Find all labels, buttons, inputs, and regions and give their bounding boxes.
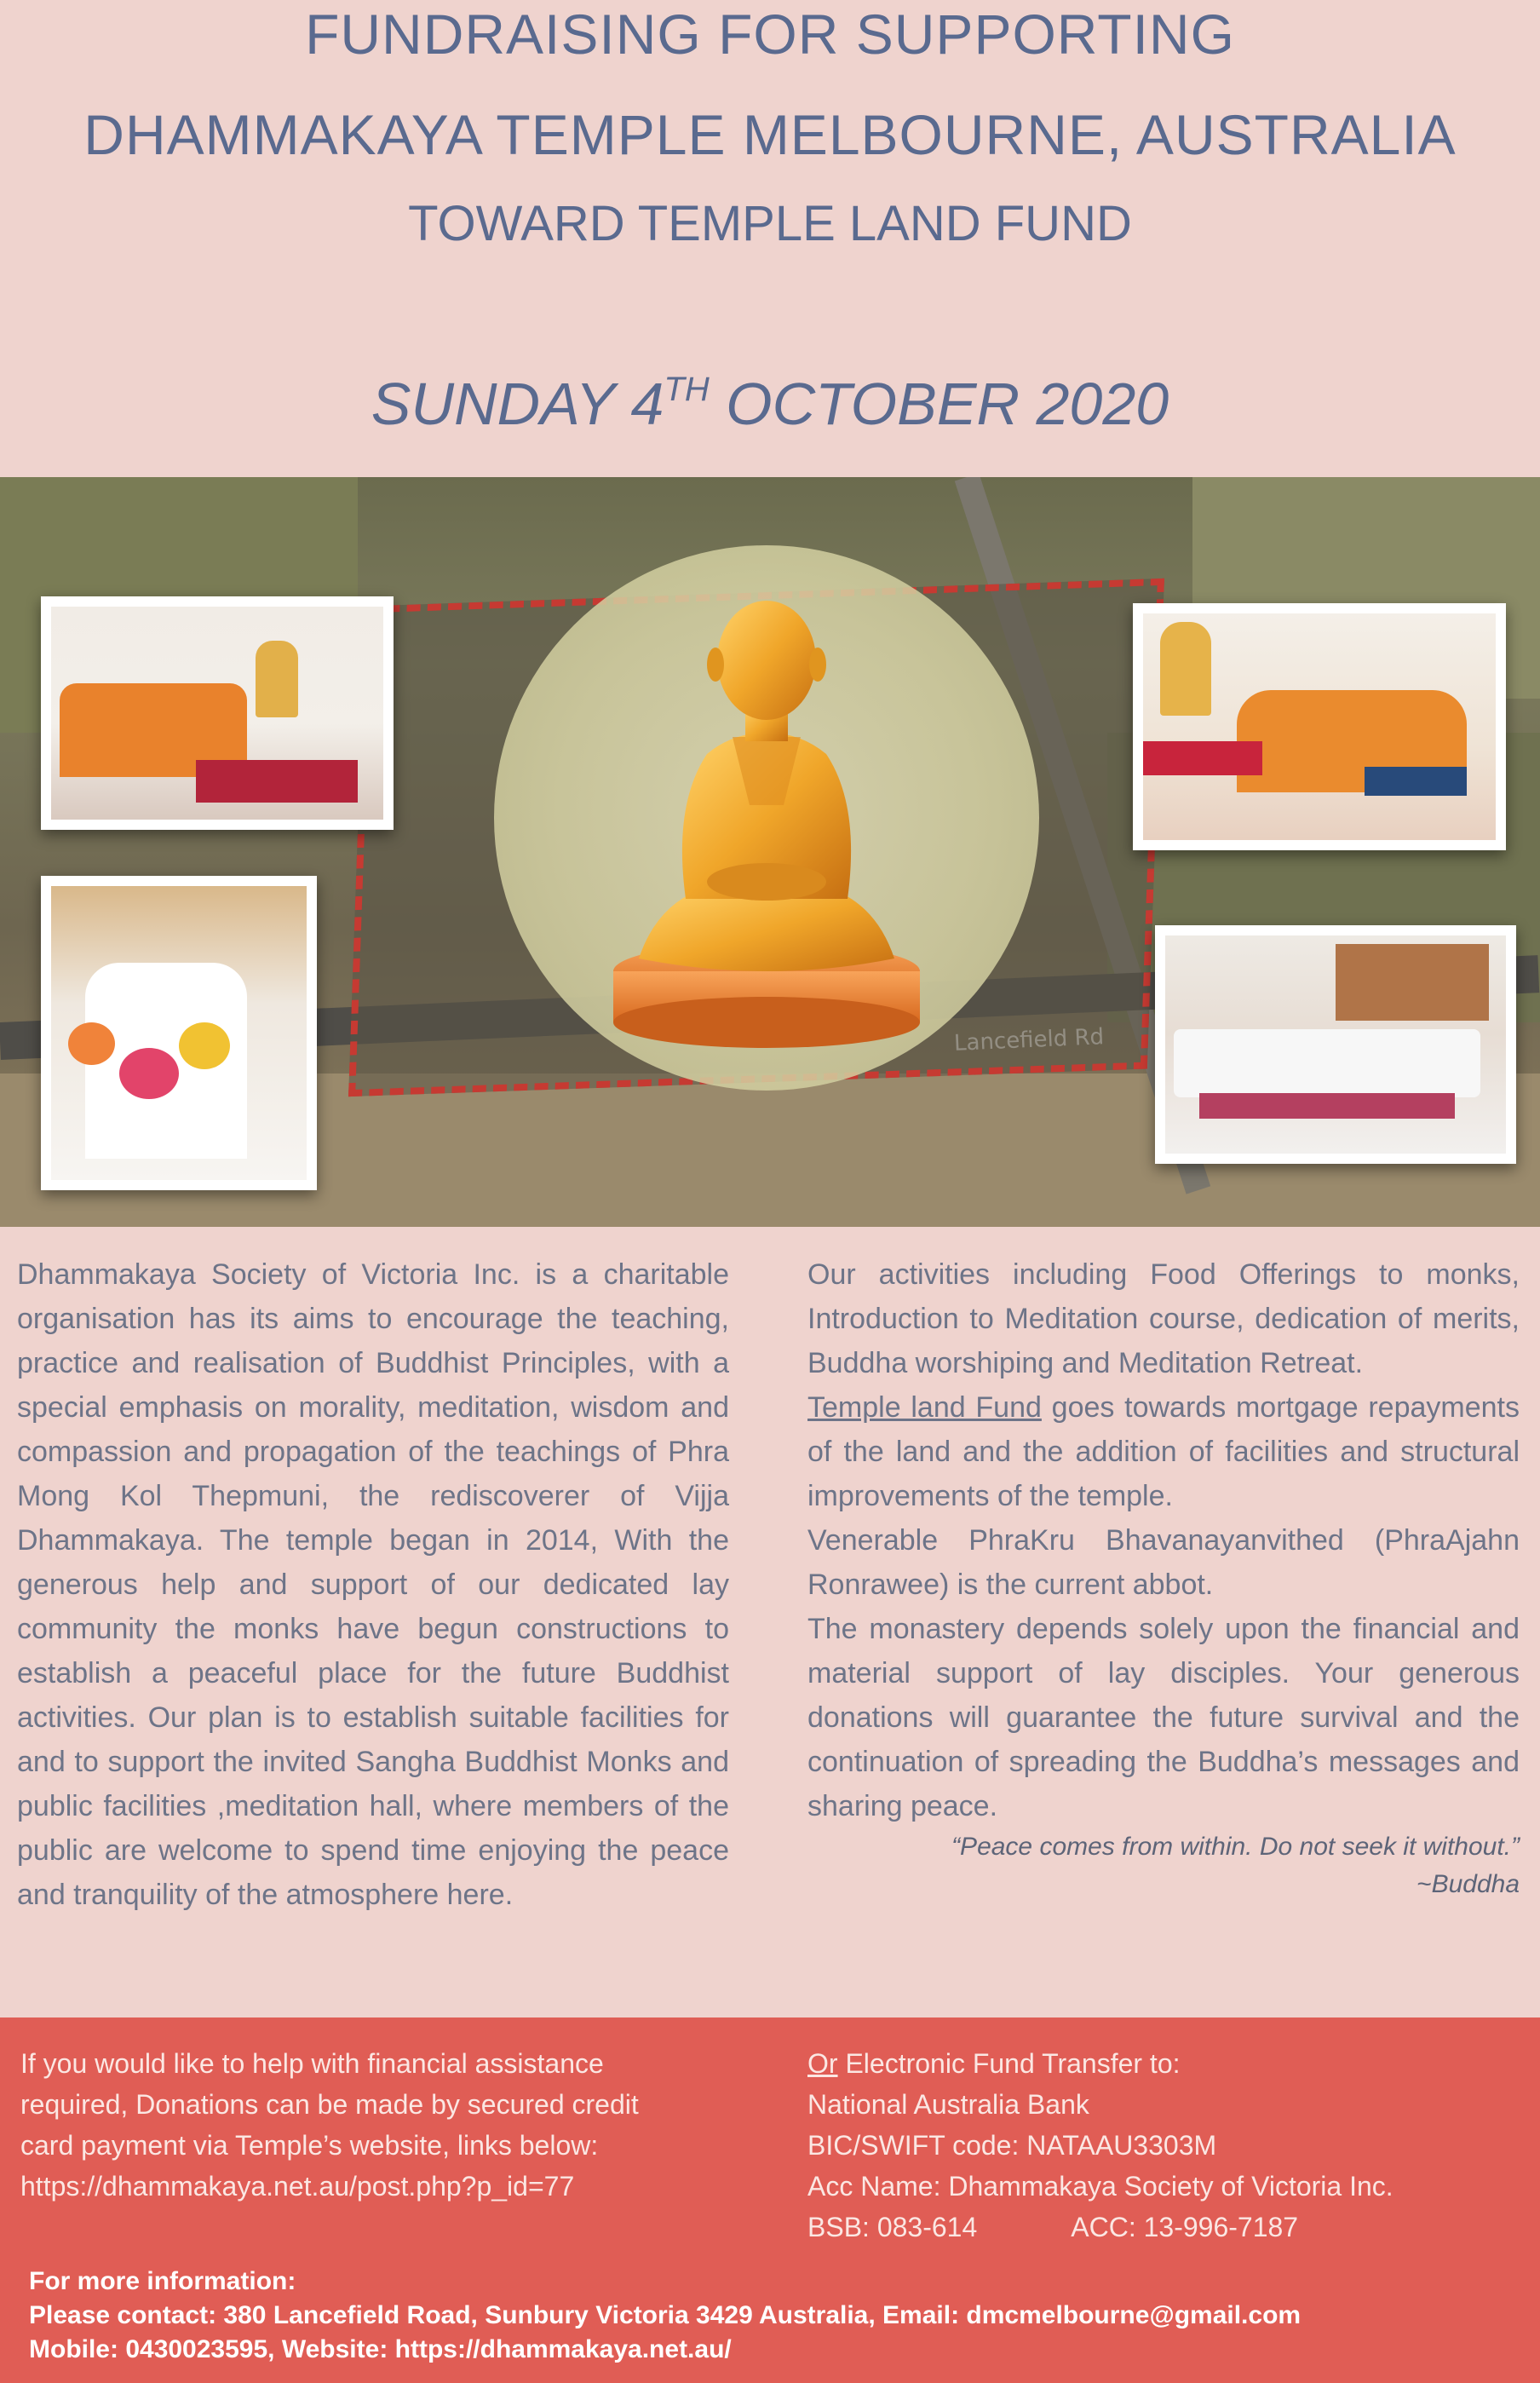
credit-card-info bbox=[20, 2043, 727, 2207]
abbot-paragraph: Venerable PhraKru Bhavanayanvithed (PhraAjahn Ronrawee) is the current abbot. bbox=[807, 1524, 1520, 1601]
header bbox=[0, 0, 1540, 477]
donation-link[interactable]: https://dhammakaya.net.au/post.php?p_id=77 bbox=[20, 2171, 575, 2202]
about-column bbox=[17, 1252, 729, 1917]
contact-info bbox=[29, 2265, 1528, 2367]
aerial-photo bbox=[0, 477, 1540, 1227]
date-suffix: OCTOBER 2020 bbox=[709, 371, 1169, 437]
land-fund-text: goes towards mortgage repayments of the land and the addition of facilities and structural improvements of the temple. bbox=[807, 1391, 1520, 1512]
donation-footer bbox=[0, 2017, 1540, 2383]
donation-line-3: card payment via Temple’s website, links below: bbox=[20, 2130, 599, 2161]
account-name: Acc Name: Dhammakaya Society of Victoria Inc. bbox=[807, 2171, 1393, 2202]
photo-monks-hall bbox=[41, 596, 394, 830]
or-label: Or bbox=[807, 2048, 838, 2079]
eft-heading bbox=[807, 2043, 1523, 2084]
activities-paragraph: Our activities including Food Offerings to monks, Introduction to Meditation course, dedication of merits, Buddha worshiping and Meditation Retreat. bbox=[807, 1258, 1520, 1379]
contact-mobile-website: Mobile: 0430023595, Website: https://dhammakaya.net.au/ bbox=[29, 2335, 732, 2363]
bank-transfer-info bbox=[807, 2043, 1523, 2248]
eft-label: Electronic Fund Transfer to: bbox=[837, 2048, 1181, 2079]
quote-author: ~Buddha bbox=[1416, 1870, 1520, 1898]
title-line-2: DHAMMAKAYA TEMPLE MELBOURNE, AUSTRALIA bbox=[83, 103, 1457, 166]
buddha-quote: “Peace comes from within. Do not seek it without.” bbox=[951, 1833, 1520, 1861]
date-ordinal: TH bbox=[664, 371, 710, 408]
activities-column bbox=[807, 1252, 1520, 1903]
bsb-acc-line bbox=[807, 2207, 1523, 2248]
land-fund-paragraph bbox=[807, 1385, 1520, 1518]
photo-monks-ceremony bbox=[1133, 603, 1506, 850]
about-paragraph: Dhammakaya Society of Victoria Inc. is a charitable organisation has its aims to encourage the teaching, practice and realisation of Buddhist Principles, with a special emphasis on morality, meditation, wisdom and compassion and propagation of the teachings of Phra Mong Kol Thepmuni, the rediscoverer of Vijja Dhammakaya. The temple began in 2014, With the generous help and support of our dedicated lay community the monks have begun constructions to establish a peaceful place for the future Buddhist activities. Our plan is to establish suitable facilities for and to support the invited Sangha Buddhist Monks and public facilities ,meditation hall, where members of the public are welcome to spend time enjoying the peace and tranquility of the atmosphere here. bbox=[17, 1258, 729, 1911]
title-line-1: FUNDRAISING FOR SUPPORTING bbox=[305, 3, 1235, 66]
subtitle: TOWARD TEMPLE LAND FUND bbox=[408, 196, 1132, 251]
bsb-number: BSB: 083-614 bbox=[807, 2212, 978, 2242]
contact-title: For more information: bbox=[29, 2267, 296, 2295]
swift-code: BIC/SWIFT code: NATAAU3303M bbox=[807, 2130, 1217, 2161]
support-paragraph: The monastery depends solely upon the financial and material support of lay disciples. Your generous donations will guarantee the future survival and the continuation of spreading the Buddha’s messages and sharing peace. bbox=[807, 1613, 1520, 1822]
contact-address-email: Please contact: 380 Lancefield Road, Sunbury Victoria 3429 Australia, Email: dmcmelbourne@gmail.com bbox=[29, 2301, 1302, 2329]
account-number: ACC: 13-996-7187 bbox=[1071, 2212, 1299, 2242]
photo-meditation-hall bbox=[1155, 925, 1516, 1164]
temple-land-fund-link[interactable]: Temple land Fund bbox=[807, 1391, 1042, 1424]
donation-line-2: required, Donations can be made by secured credit bbox=[20, 2089, 639, 2120]
donation-line-1: If you would like to help with financial assistance bbox=[20, 2048, 604, 2079]
golden-monk-statue bbox=[605, 584, 928, 1052]
photo-children-flowers bbox=[41, 876, 317, 1190]
date-prefix: SUNDAY 4 bbox=[371, 371, 664, 437]
event-date bbox=[0, 351, 1540, 442]
bank-name: National Australia Bank bbox=[807, 2089, 1089, 2120]
